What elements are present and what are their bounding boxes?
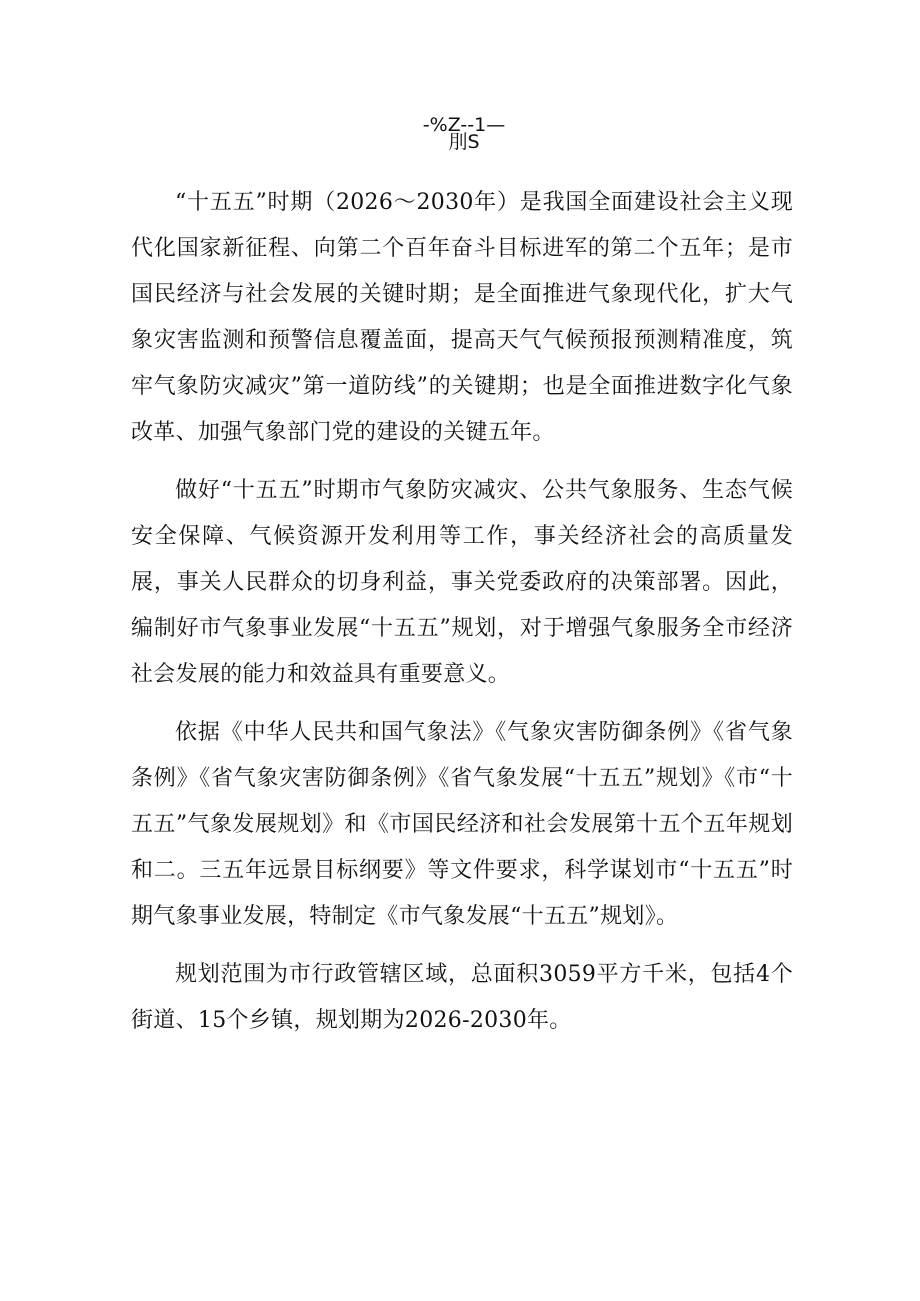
heading-line-2: 刖S <box>448 131 480 153</box>
document-body <box>131 180 793 1056</box>
paragraph-3: 依据《中华人民共和国气象法》《气象灾害防御条例》《省气象条例》《省气象灾害防御条例》《省气象发展“十五五”规划》《市“十五五”气象发展规划》和《市国民经济和社会发展第十五个五年规划和二。三五年远景目标纲要》等文件要求，科学谋划市“十五五”时期气象事业发展，特制定《市气象发展“十五五”规划》。 <box>131 720 793 929</box>
heading-line-1: -%Z--1— <box>422 114 506 136</box>
paragraph-2: 做好“十五五”时期市气象防灾减灾、公共气象服务、生态气候安全保障、气候资源开发利用等工作，事关经济社会的高质量发展，事关人民群众的切身利益，事关党委政府的决策部署。因此，编制好市气象事业发展“十五五”规划，对于增强气象服务全市经济社会发展的能力和效益具有重要意义。 <box>131 478 793 687</box>
paragraph-1: “十五五”时期（2026～2030年）是我国全面建设社会主义现代化国家新征程、向第二个百年奋斗目标进军的第二个五年；是市国民经济与社会发展的关键时期；是全面推进气象现代化，扩大气象灾害监测和预警信息覆盖面，提高天气气候预报预测精准度，筑牢气象防灾减灾”第一道防线”的关键期；也是全面推进数字化气象改革、加强气象部门党的建设的关键五年。 <box>131 190 793 445</box>
paragraph-4: 规划范围为市行政管辖区域，总面积3059平方千米，包括4个街道、15个乡镇，规划期为2026-2030年。 <box>131 962 793 1033</box>
